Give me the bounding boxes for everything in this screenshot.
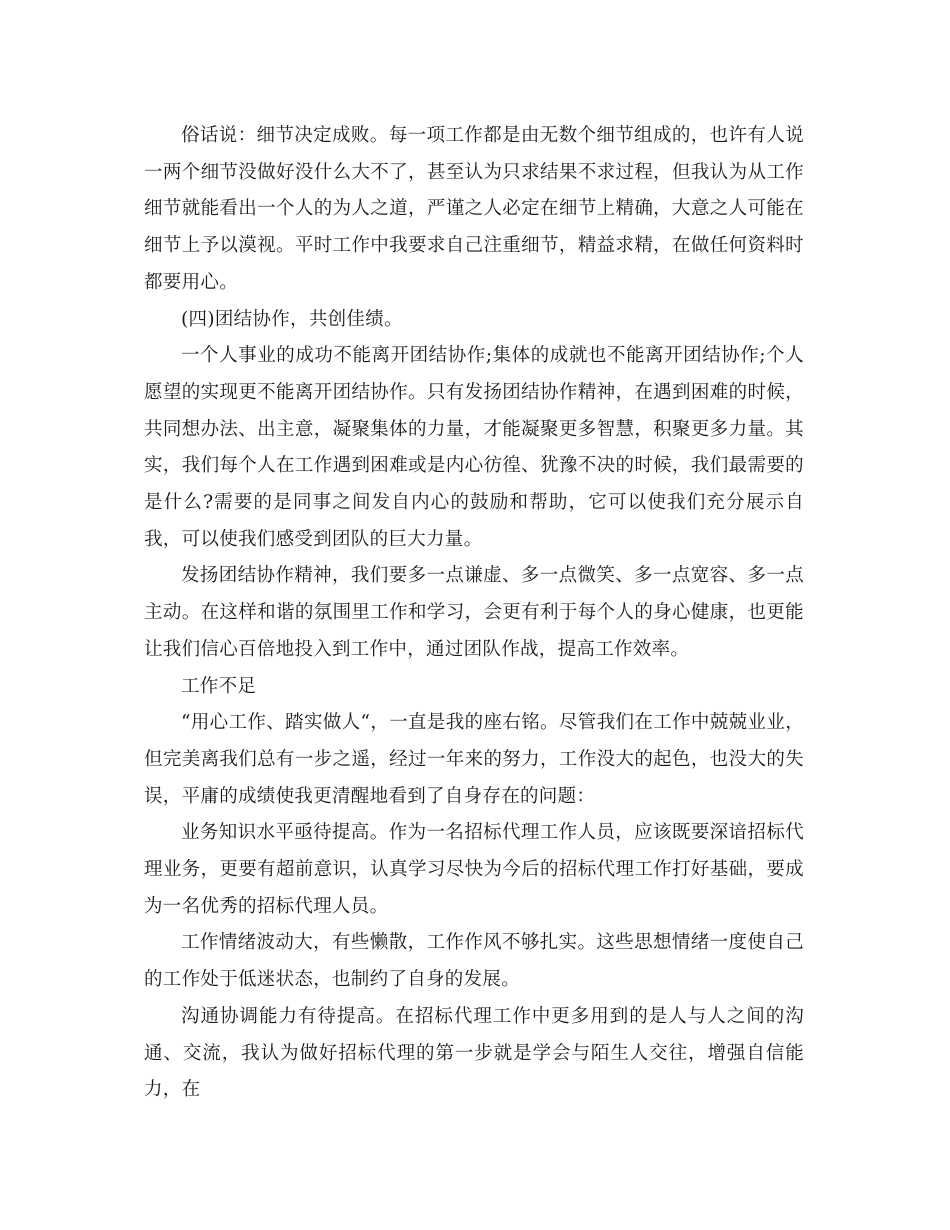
paragraph-mood: 工作情绪波动大，有些懒散，工作作风不够扎实。这些思想情绪一度使自己的工作处于低迷状态，也制约了自身的发展。 bbox=[144, 932, 804, 991]
paragraph-knowledge: 业务知识水平亟待提高。作为一名招标代理工作人员，应该既要深谙招标代理业务，更要有超前意识，认真学习尽快为今后的招标代理工作打好基础，要成为一名优秀的招标代理人员。 bbox=[144, 822, 804, 917]
paragraph-details: 俗话说：细节决定成败。每一项工作都是由无数个细节组成的，也许有人说一两个细节没做好没什么大不了，甚至认为只求结果不求过程，但我认为从工作细节就能看出一个人的为人之道，严谨之人必定在细节上精确，大意之人可能在细节上予以漠视。平时工作中我要求自己注重细节，精益求精，在做任何资料时都要用心。 bbox=[144, 125, 804, 293]
paragraph-teamwork-success: 一个人事业的成功不能离开团结协作;集体的成就也不能离开团结协作;个人愿望的实现更不能离开团结协作。只有发扬团结协作精神，在遇到困难的时候，共同想办法、出主意，凝聚集体的力量，才能凝聚更多智慧，积聚更多力量。其实，我们每个人在工作遇到困难或是内心彷徨、犹豫不决的时候，我们最需要的是什么?需要的是同事之间发自内心的鼓励和帮助，它可以使我们充分展示自我，可以使我们感受到团队的巨大力量。 bbox=[144, 345, 804, 550]
document-body bbox=[144, 118, 804, 1109]
section-heading-teamwork: (四)团结协作，共创佳绩。 bbox=[181, 308, 403, 330]
paragraph-motto: “用心工作、踏实做人“，一直是我的座右铭。尽管我们在工作中兢兢业业，但完美离我们总有一步之遥，经过一年来的努力，工作没大的起色，也没大的失误，平庸的成绩使我更清醒地看到了自身存在的问题： bbox=[144, 712, 804, 807]
paragraph-teamwork-spirit: 发扬团结协作精神，我们要多一点谦虚、多一点微笑、多一点宽容、多一点主动。在这样和谐的氛围里工作和学习，会更有利于每个人的身心健康，也更能让我们信心百倍地投入到工作中，通过团队作战，提高工作效率。 bbox=[144, 565, 804, 660]
section-heading-shortcomings: 工作不足 bbox=[181, 675, 257, 697]
paragraph-communication: 沟通协调能力有待提高。在招标代理工作中更多用到的是人与人之间的沟通、交流，我认为做好招标代理的第一步就是学会与陌生人交往，增强自信能力，在 bbox=[144, 1005, 804, 1101]
